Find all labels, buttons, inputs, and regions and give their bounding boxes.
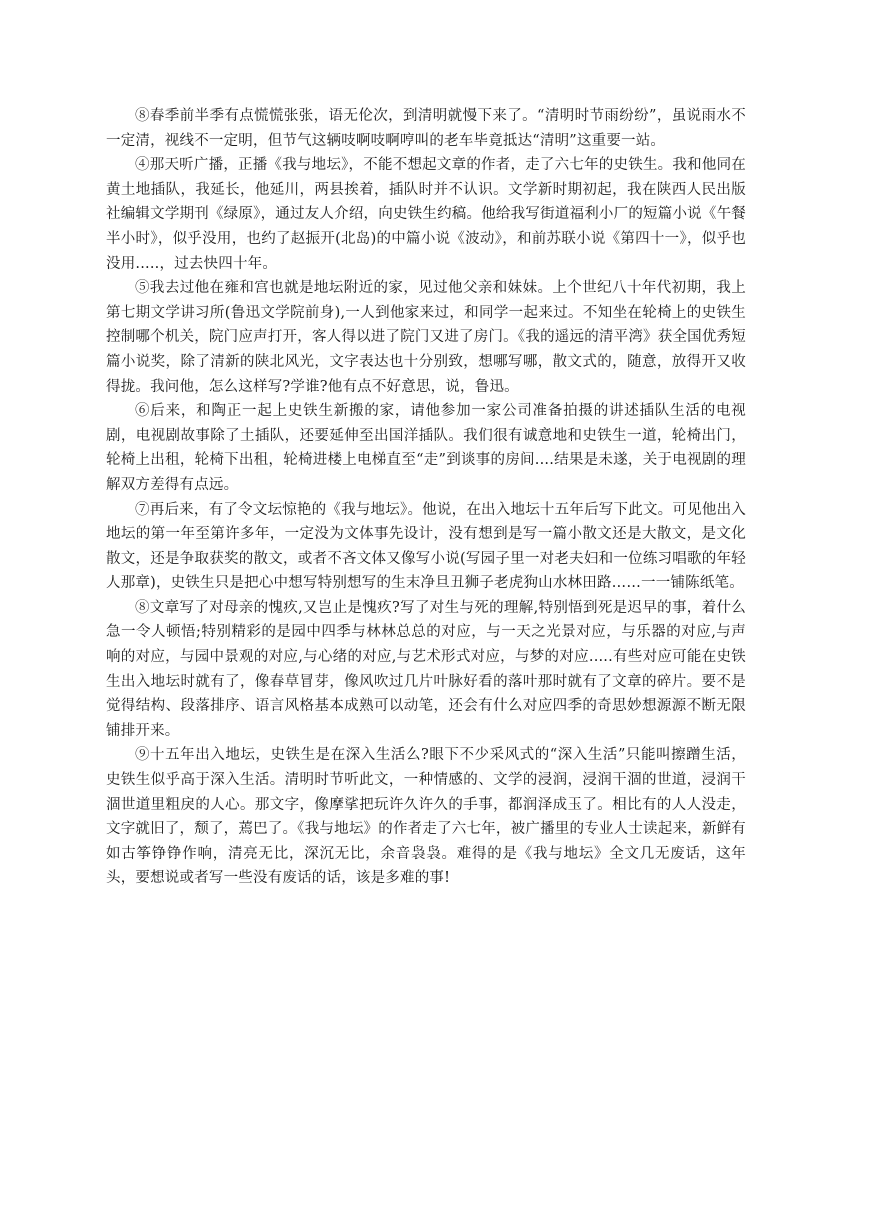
paragraph-7: ⑨十五年出入地坛，史铁生是在深入生活么?眼下不少采风式的“深入生活”只能叫擦蹭生活，史铁生似乎高于深入生活。清明时节听此文，一种情感的、文学的浸润，浸润干涸的世道，浸润干涸世道里粗戾的人心。那文字，像摩挲把玩许久许久的手事，都润泽成玉了。相比有的人人没走，文字就旧了，颓了，蔫巴了。《我与地坛》的作者走了六七年，被广播里的专业人士读起来，新鲜有如古筝铮铮作响，清亮无比，深沉无比，余音袅袅。难得的是《我与地坛》全文几无废话，这年头，要想说或者写一些没有废话的话，该是多难的事! (106, 747, 746, 887)
paragraph-1: ⑧春季前半季有点慌慌张张，语无伦次，到清明就慢下来了。“清明时节雨纷纷”，虽说雨水不一定清，视线不一定明，但节气这辆吱啊吱啊哼叫的老车毕竟抵达“清明”这重要一站。 (106, 108, 746, 149)
paragraph-5: ⑦再后来，有了令文坛惊艳的《我与地坛》。他说，在出入地坛十五年后写下此文。可见他出入地坛的第一年至第许多年，一定没为文体事先设计，没有想到是写一篇小散文还是大散文，是文化散文，还是争取获奖的散文，或者不吝文体又像写小说(写园子里一对老夫妇和一位练习唱歌的年轻人那章)，史铁生只是把心中想写特别想写的生末净旦丑狮子老虎狗山水林田路……一一铺陈纸笔。 (106, 501, 746, 592)
paragraph-2: ④那天听广播，正播《我与地坛》，不能不想起文章的作者，走了六七年的史铁生。我和他同在黄土地插队，我延长，他延川，两县挨着，插队时并不认识。文学新时期初起，我在陕西人民出版社编辑文学期刊《绿原》，通过友人介绍，向史铁生约稿。他给我写街道福利小厂的短篇小说《午餐半小时》，似乎没用，也约了赵振开(北岛)的中篇小说《波动》，和前苏联小说《第四十一》，似乎也没用.....，过去快四十年。 (106, 157, 746, 272)
paragraph-6: ⑧文章写了对母亲的愧疚,又岂止是愧疚?写了对生与死的理解,特别悟到死是迟早的事，着什么急一令人顿悟;特别精彩的是园中四季与林林总总的对应，与一天之光景对应，与乐器的对应,与声响的对应，与园中景观的对应,与心绪的对应,与艺术形式对应，与梦的对应.....有些对应可能在史铁生出入地坛时就有了，像春草冒芽，像风吹过几片叶脉好看的落叶那时就有了文章的碎片。要不是觉得结构、段落排序、语言风格基本成熟可以动笔，还会有什么对应四季的奇思妙想源源不断无限铺排开来。 (106, 599, 746, 739)
document-body (106, 104, 746, 891)
paragraph-3: ⑤我去过他在雍和宫也就是地坛附近的家，见过他父亲和妹妹。上个世纪八十年代初期，我上第七期文学讲习所(鲁迅文学院前身),一人到他家来过，和同学一起来过。不知坐在轮椅上的史铁生控制哪个机关，院门应声打开，客人得以进了院门又进了房门。《我的遥远的清平湾》获全国优秀短篇小说奖，除了清新的陕北风光，文字表达也十分别致，想哪写哪，散文式的，随意，放得开又收得拢。我问他，怎么这样写?学谁?他有点不好意思，说，鲁迅。 (106, 280, 746, 395)
paragraph-4: ⑥后来，和陶正一起上史铁生新搬的家，请他参加一家公司准备拍摄的讲述插队生活的电视剧，电视剧故事除了土插队，还要延伸至出国洋插队。我们很有诚意地和史铁生一道，轮椅出门，轮椅上出租，轮椅下出租，轮椅进楼上电梯直至“走”到谈事的房间....结果是未遂，关于电视剧的理解双方差得有点远。 (106, 403, 746, 493)
